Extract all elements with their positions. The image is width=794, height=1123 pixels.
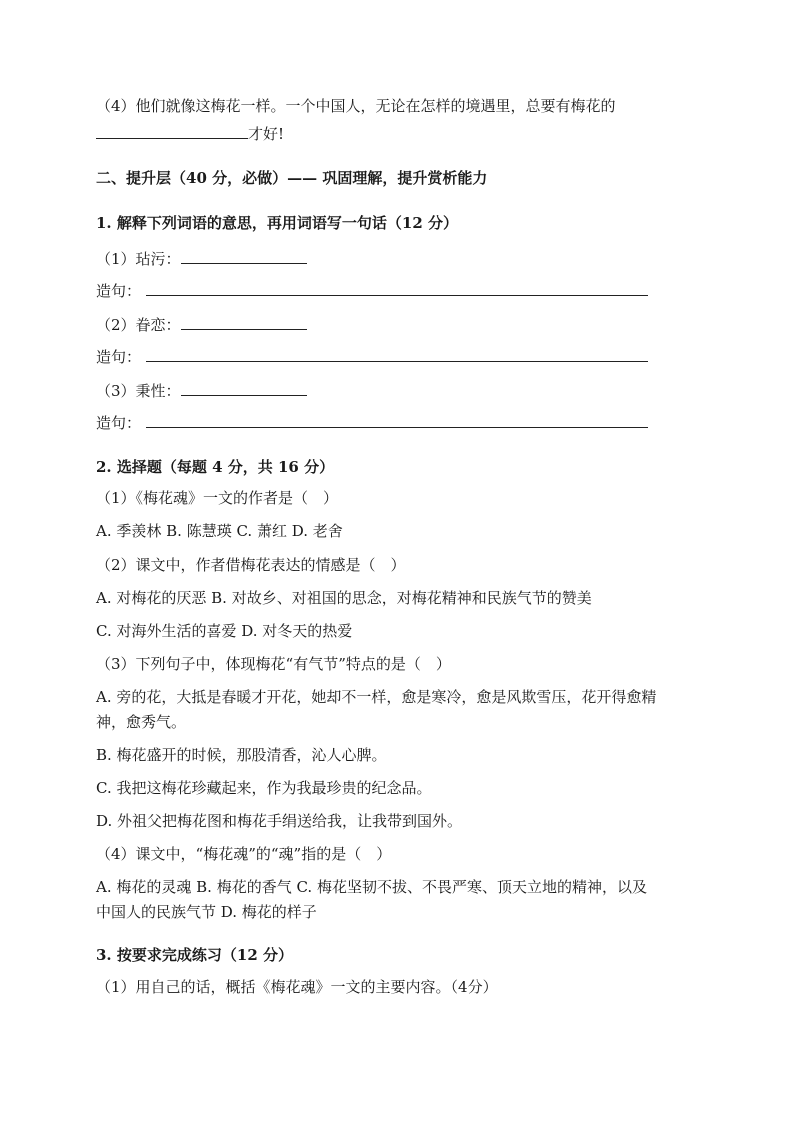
fill-question-4-suffix: 才好! [248,125,285,143]
q1-item-1-blank[interactable] [181,248,307,264]
q1-sentence-1-line[interactable] [146,295,648,296]
q2-sub1-options: A. 季羡林 B. 陈慧瑛 C. 萧红 D. 老舍 [96,522,343,540]
q2-sub2-options-line1: A. 对梅花的厌恶 B. 对故乡、对祖国的思念，对梅花精神和民族气节的赞美 [96,589,592,607]
q1-item-1-label: （1）玷污： [96,250,181,268]
question-3-title: 3. 按要求完成练习（12 分） [96,946,293,964]
q1-item-3-blank[interactable] [181,380,307,396]
q2-sub4-options-line2: 中国人的民族气节 D. 梅花的样子 [96,903,317,921]
section-2-title: 二、提升层（40 分，必做）—— 巩固理解，提升赏析能力 [96,169,488,187]
q1-item-1 [96,248,307,269]
q2-sub3-option-a-line1: A. 旁的花，大抵是春暖才开花，她却不一样，愈是寒冷，愈是风欺雪压，花开得愈精 [96,688,657,706]
q1-sentence-2-line[interactable] [146,361,648,362]
q2-sub4-stem: （4）课文中，“梅花魂”的“魂”指的是（ ） [96,845,392,863]
q1-sentence-3-label: 造句： [96,414,142,432]
question-2-title: 2. 选择题（每题 4 分，共 16 分） [96,458,335,476]
q2-sub2-stem: （2）课文中，作者借梅花表达的情感是（ ） [96,556,406,574]
q1-item-2 [96,314,307,335]
fill-question-4-line2 [96,123,284,144]
fill-question-4-line1: （4）他们就像这梅花一样。一个中国人，无论在怎样的境遇里，总要有梅花的 [96,97,616,115]
q3-sub1: （1）用自己的话，概括《梅花魂》一文的主要内容。（4分） [96,978,498,996]
q2-sub2-options-line2: C. 对海外生活的喜爱 D. 对冬天的热爱 [96,622,353,640]
q1-sentence-3-line[interactable] [146,427,648,428]
q2-sub1-stem: （1）《梅花魂》一文的作者是（ ） [96,489,339,507]
q2-sub4-options-line1: A. 梅花的灵魂 B. 梅花的香气 C. 梅花坚韧不拔、不畏严寒、顶天立地的精神，以及 [96,878,647,896]
q1-sentence-1-label: 造句： [96,282,142,300]
q1-item-2-blank[interactable] [181,314,307,330]
q1-item-3-label: （3）秉性： [96,382,181,400]
answer-blank[interactable] [96,123,248,139]
q2-sub3-stem: （3）下列句子中，体现梅花“有气节”特点的是（ ） [96,655,451,673]
q2-sub3-option-b: B. 梅花盛开的时候，那股清香，沁人心脾。 [96,746,387,764]
q1-item-3 [96,380,307,401]
q2-sub3-option-a-line2: 神，愈秀气。 [96,713,187,731]
q2-sub3-option-d: D. 外祖父把梅花图和梅花手绢送给我，让我带到国外。 [96,812,463,830]
q1-item-2-label: （2）眷恋： [96,316,181,334]
q1-sentence-2-label: 造句： [96,348,142,366]
question-1-title: 1. 解释下列词语的意思，再用词语写一句话（12 分） [96,214,458,232]
q2-sub3-option-c: C. 我把这梅花珍藏起来，作为我最珍贵的纪念品。 [96,779,432,797]
